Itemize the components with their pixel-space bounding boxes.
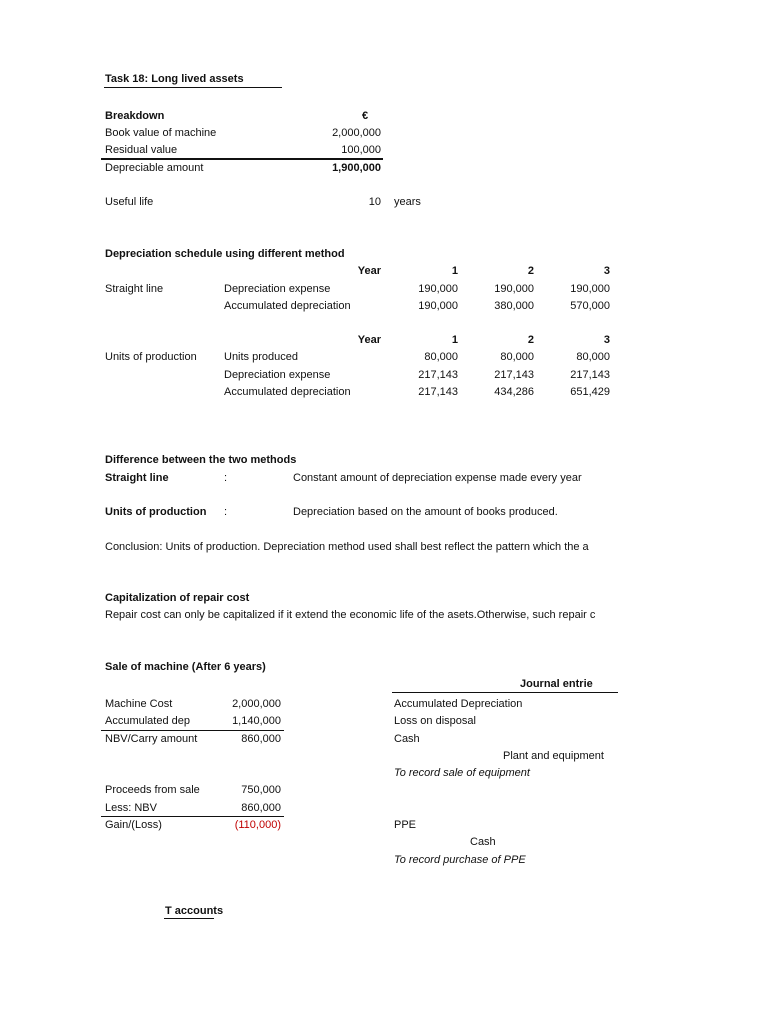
row-label: Depreciation expense bbox=[224, 369, 331, 381]
journal-credit: Plant and equipment bbox=[503, 750, 604, 762]
useful-life-value: 10 bbox=[368, 196, 381, 208]
cell-value: 80,000 bbox=[424, 351, 458, 363]
journal-header: Journal entrie bbox=[520, 678, 593, 690]
useful-life-label: Useful life bbox=[105, 196, 154, 208]
year-number: 2 bbox=[527, 265, 534, 277]
year-number: 3 bbox=[603, 334, 610, 346]
nbv-label: NBV/Carry amount bbox=[105, 733, 198, 745]
breakdown-label: Residual value bbox=[105, 144, 178, 156]
nbv-value: 1,140,000 bbox=[232, 715, 281, 727]
difference-text: Depreciation based on the amount of books produced. bbox=[293, 506, 558, 518]
year-label: Year bbox=[357, 265, 381, 277]
row-label: Depreciation expense bbox=[224, 283, 331, 295]
method-label: Units of production bbox=[105, 351, 197, 363]
journal-debit: Accumulated Depreciation bbox=[394, 698, 523, 710]
cell-value: 80,000 bbox=[576, 351, 610, 363]
journal-debit: Cash bbox=[394, 733, 420, 745]
sale-title: Sale of machine (After 6 years) bbox=[105, 661, 266, 673]
difference-text: Constant amount of depreciation expense made every year bbox=[293, 472, 582, 484]
journal-note: To record purchase of PPE bbox=[394, 854, 526, 866]
breakdown-label: Depreciable amount bbox=[105, 162, 204, 174]
total-rule bbox=[101, 158, 383, 160]
nbv-value: 860,000 bbox=[241, 733, 281, 745]
difference-title: Difference between the two methods bbox=[105, 454, 297, 466]
cell-value: 217,143 bbox=[494, 369, 534, 381]
nbv-rule bbox=[101, 730, 284, 731]
useful-life-unit: years bbox=[394, 196, 421, 208]
breakdown-total: 1,900,000 bbox=[332, 162, 381, 174]
cell-value: 570,000 bbox=[570, 300, 610, 312]
gain-label: Less: NBV bbox=[105, 802, 157, 814]
journal-debit: Loss on disposal bbox=[394, 715, 476, 727]
cell-value: 190,000 bbox=[570, 283, 610, 295]
cell-value: 380,000 bbox=[494, 300, 534, 312]
nbv-label: Machine Cost bbox=[105, 698, 173, 710]
cell-value: 217,143 bbox=[418, 369, 458, 381]
cell-value: 217,143 bbox=[570, 369, 610, 381]
journal-rule bbox=[392, 692, 618, 693]
year-label: Year bbox=[357, 334, 381, 346]
year-number: 2 bbox=[527, 334, 534, 346]
schedule-title: Depreciation schedule using different method bbox=[105, 248, 345, 260]
row-label: Units produced bbox=[224, 351, 298, 363]
breakdown-value: 2,000,000 bbox=[332, 127, 381, 139]
breakdown-label: Book value of machine bbox=[105, 127, 217, 139]
method-label: Straight line bbox=[105, 283, 164, 295]
nbv-label: Accumulated dep bbox=[105, 715, 190, 727]
nbv-value: 2,000,000 bbox=[232, 698, 281, 710]
loss-value: (110,000) bbox=[234, 819, 281, 831]
year-number: 3 bbox=[603, 265, 610, 277]
gain-value: 750,000 bbox=[241, 784, 281, 796]
gain-label: Gain/(Loss) bbox=[105, 819, 162, 831]
cell-value: 651,429 bbox=[570, 386, 610, 398]
t-accounts-title: T accounts bbox=[165, 905, 224, 917]
difference-colon: : bbox=[224, 472, 228, 484]
breakdown-header: Breakdown bbox=[105, 110, 165, 122]
gain-label: Proceeds from sale bbox=[105, 784, 200, 796]
year-number: 1 bbox=[451, 334, 458, 346]
breakdown-value: 100,000 bbox=[341, 144, 381, 156]
difference-label: Units of production bbox=[105, 506, 207, 518]
journal-credit: Cash bbox=[470, 836, 496, 848]
gain-value: 860,000 bbox=[241, 802, 281, 814]
page-title: Task 18: Long lived assets bbox=[105, 73, 244, 85]
cell-value: 190,000 bbox=[418, 283, 458, 295]
currency-symbol: € bbox=[362, 110, 369, 122]
title-underline bbox=[104, 87, 282, 88]
journal-debit: PPE bbox=[394, 819, 417, 831]
cell-value: 434,286 bbox=[494, 386, 534, 398]
cell-value: 80,000 bbox=[500, 351, 534, 363]
journal-note: To record sale of equipment bbox=[394, 767, 530, 779]
cell-value: 190,000 bbox=[418, 300, 458, 312]
row-label: Accumulated depreciation bbox=[224, 386, 351, 398]
conclusion-text: Conclusion: Units of production. Depreciation method used shall best reflect the pattern which the a bbox=[105, 541, 589, 553]
gain-rule bbox=[101, 816, 284, 817]
year-number: 1 bbox=[451, 265, 458, 277]
cell-value: 190,000 bbox=[494, 283, 534, 295]
t-accounts-underline bbox=[164, 918, 214, 919]
repair-text: Repair cost can only be capitalized if it extend the economic life of the asets.Otherwise, such repair c bbox=[105, 609, 596, 621]
cell-value: 217,143 bbox=[418, 386, 458, 398]
row-label: Accumulated depreciation bbox=[224, 300, 351, 312]
difference-label: Straight line bbox=[105, 472, 169, 484]
difference-colon: : bbox=[224, 506, 228, 518]
repair-title: Capitalization of repair cost bbox=[105, 592, 250, 604]
